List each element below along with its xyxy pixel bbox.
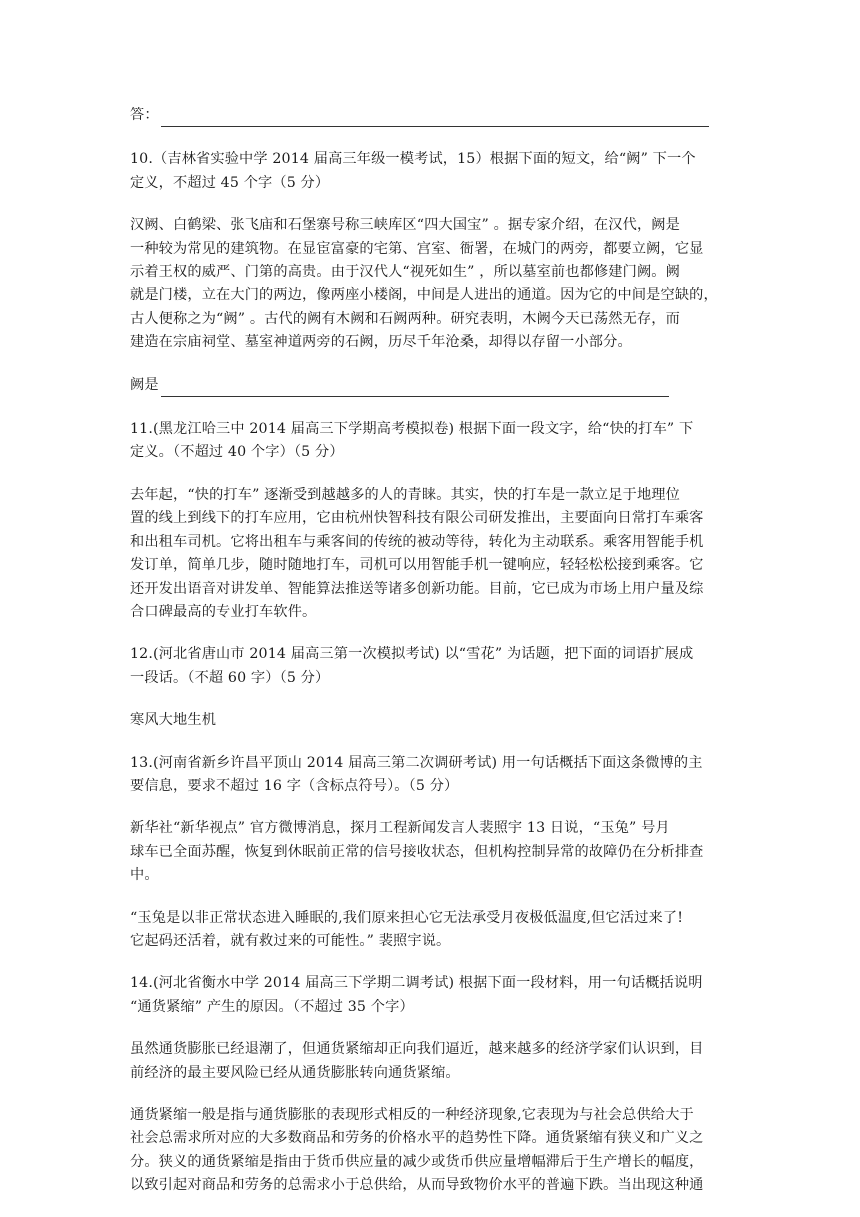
- question-14-passage-1: 虽然通货膨胀已经退潮了，但通货紧缩却正向我们逼近，越来越多的经济学家们认识到，目 前经济的最主要风险已经从通货膨胀转向通货紧缩。: [130, 1041, 704, 1081]
- question-14-prompt: 14.(河北省衡水中学 2014 届高三下学期二调考试) 根据下面一段材料，用一句话概括说明 “通货紧缩” 产生的原因。（不超过 35 个字）: [130, 975, 703, 1015]
- question-10-answer-line: [130, 374, 732, 397]
- question-12-prompt: 12.(河北省唐山市 2014 届高三第一次模拟考试) 以“雪花” 为话题，把下面的词语扩展成 一段话。（不超 60 字）（5 分）: [130, 646, 694, 686]
- question-10-passage: 汉阙、白鹤梁、张飞庙和石堡寨号称三峡库区“四大国宝” 。据专家介绍，在汉代，阙是 一种较为常见的建筑物。在显宦富豪的宅第、宫室、衙署，在城门的两旁，都要立阙，它显 示着王权的威严、门第的高贵。由于汉代人“视死如生” ，所以墓室前也都修建门阙。阙 就是门楼，立在大门的两边，像两座小楼阁，中间是人进出的通道。因为它的中间是空缺的， 古人便称之为“阙” 。古代的阙有木阙和石阙两种。研究表明，木阙今天已荡然无存，而 建造在宗庙祠堂、墓室神道两旁的石阙，历尽千年沧桑，却得以存留一小部分。: [130, 217, 718, 351]
- document-page: [130, 104, 732, 1217]
- question-11-passage: 去年起，“快的打车” 逐渐受到越越多的人的青睐。其实，快的打车是一款立足于地理位 置的线上到线下的打车应用，它由杭州快智科技有限公司研发推出，主要面向日常打车乘客 和出租车司机。它将出租车与乘客间的传统的被动等待，转化为主动联系。乘客用智能手机 发订单，简单几步，随时随地打车，司机可以用智能手机一键响应，轻轻松松接到乘客。它 还开发出语音对讲发单、智能算法推送等诸多创新功能。目前，它已成为市场上用户量及综 合口碑最高的专业打车软件。: [130, 486, 704, 620]
- question-13-prompt: 13.(河南省新乡许昌平顶山 2014 届高三第二次调研考试) 用一句话概括下面这条微博的主 要信息，要求不超过 16 字（含标点符号）。（5 分）: [130, 754, 703, 794]
- answer-label: 阙是: [130, 376, 159, 393]
- question-12-words: 寒风大地生机: [130, 712, 217, 729]
- question-14-passage-2: 通货紧缩一般是指与通货膨胀的表现形式相反的一种经济现象,它表现为与社会总供给大于 社会总需求所对应的大多数商品和劳务的价格水平的趋势性下降。通货紧缩有狭义和广义之 分。狭义的通货紧缩是指由于货币供应量的减少或货币供应量增幅滞后于生产增长的幅度， 以致引起对商品和劳务的总需求小于总供给，从而导致物价水平的普遍下跌。当出现这种通: [130, 1107, 704, 1194]
- question-10-prompt: 10.（吉林省实验中学 2014 届高三年级一模考试，15）根据下面的短文，给“阙” 下一个 定义，不超过 45 个字（5 分）: [130, 151, 696, 191]
- question-13-passage-1: 新华社“新华视点” 官方微博消息，探月工程新闻发言人裴照宇 13 日说，“玉兔” 号月 球车已全面苏醒，恢复到休眠前正常的信号接收状态，但机构控制异常的故障仍在分析排查 中。: [130, 820, 704, 884]
- answer-line: [130, 104, 732, 127]
- answer-blank[interactable]: [161, 111, 709, 127]
- question-13-passage-2: “玉兔是以非正常状态进入睡眠的,我们原来担心它无法承受月夜极低温度,但它活过来了! 它起码还活着，就有救过来的可能性。” 裴照宇说。: [130, 909, 684, 949]
- answer-label: 答：: [130, 107, 159, 123]
- question-11-prompt: 11.(黑龙江哈三中 2014 届高三下学期高考模拟卷) 根据下面一段文字，给“快的打车” 下 定义。（不超过 40 个字）（5 分）: [130, 421, 694, 461]
- answer-blank[interactable]: [161, 381, 669, 397]
